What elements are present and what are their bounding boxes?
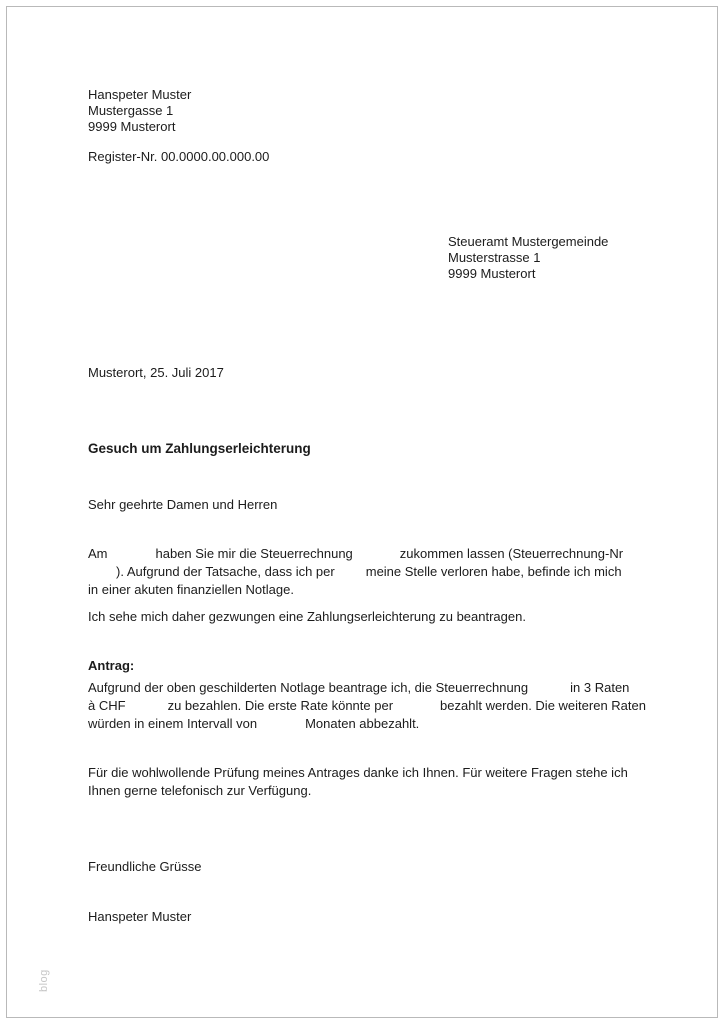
blank-field (257, 727, 305, 728)
recipient-name: Steueramt Mustergemeinde (448, 234, 609, 249)
blank-field (353, 557, 400, 558)
recipient-street: Musterstrasse 1 (448, 250, 541, 265)
blank-field (126, 709, 168, 710)
sender-block (88, 87, 191, 135)
sender-street: Mustergasse 1 (88, 103, 174, 118)
body-line: Aufgrund der oben geschilderten Notlage beantrage ich, die Steuerrechnung in 3 Raten (88, 680, 630, 695)
recipient-block (448, 234, 608, 282)
blank-field (528, 691, 570, 692)
register-number: Register-Nr. 00.0000.00.000.00 (88, 149, 270, 164)
blog-watermark: blog (38, 969, 50, 992)
antrag-heading: Antrag: (88, 658, 135, 673)
blank-field (88, 575, 116, 576)
blank-field (335, 575, 366, 576)
blank-field (393, 709, 440, 710)
sender-city: 9999 Musterort (88, 119, 176, 134)
body-line: à CHF zu bezahlen. Die erste Rate könnte per bezahlt werden. Die weiteren Raten (88, 698, 646, 713)
body-line: würden in einem Intervall von Monaten abbezahlt. (88, 716, 420, 731)
body-paragraph-4 (88, 764, 628, 800)
body-paragraph-3 (88, 679, 646, 733)
date-line: Musterort, 25. Juli 2017 (88, 365, 224, 380)
closing-phrase: Freundliche Grüsse (88, 859, 202, 874)
subject-line: Gesuch um Zahlungserleichterung (88, 441, 311, 456)
body-line: Für die wohlwollende Prüfung meines Antrages danke ich Ihnen. Für weitere Fragen stehe ich (88, 765, 628, 780)
recipient-city: 9999 Musterort (448, 266, 536, 281)
blank-field (108, 557, 156, 558)
body-paragraph-1 (88, 545, 623, 599)
body-paragraph-2: Ich sehe mich daher gezwungen eine Zahlungserleichterung zu beantragen. (88, 609, 526, 624)
sender-name: Hanspeter Muster (88, 87, 192, 102)
body-line: in einer akuten finanziellen Notlage. (88, 582, 294, 597)
body-line: ). Aufgrund der Tatsache, dass ich per meine Stelle verloren habe, befinde ich mich (88, 563, 623, 581)
body-line: Am haben Sie mir die Steuerrechnung zukommen lassen (Steuerrechnung-Nr (88, 546, 624, 561)
body-line: Ihnen gerne telefonisch zur Verfügung. (88, 783, 312, 798)
salutation: Sehr geehrte Damen und Herren (88, 497, 278, 512)
signature-name: Hanspeter Muster (88, 909, 192, 924)
